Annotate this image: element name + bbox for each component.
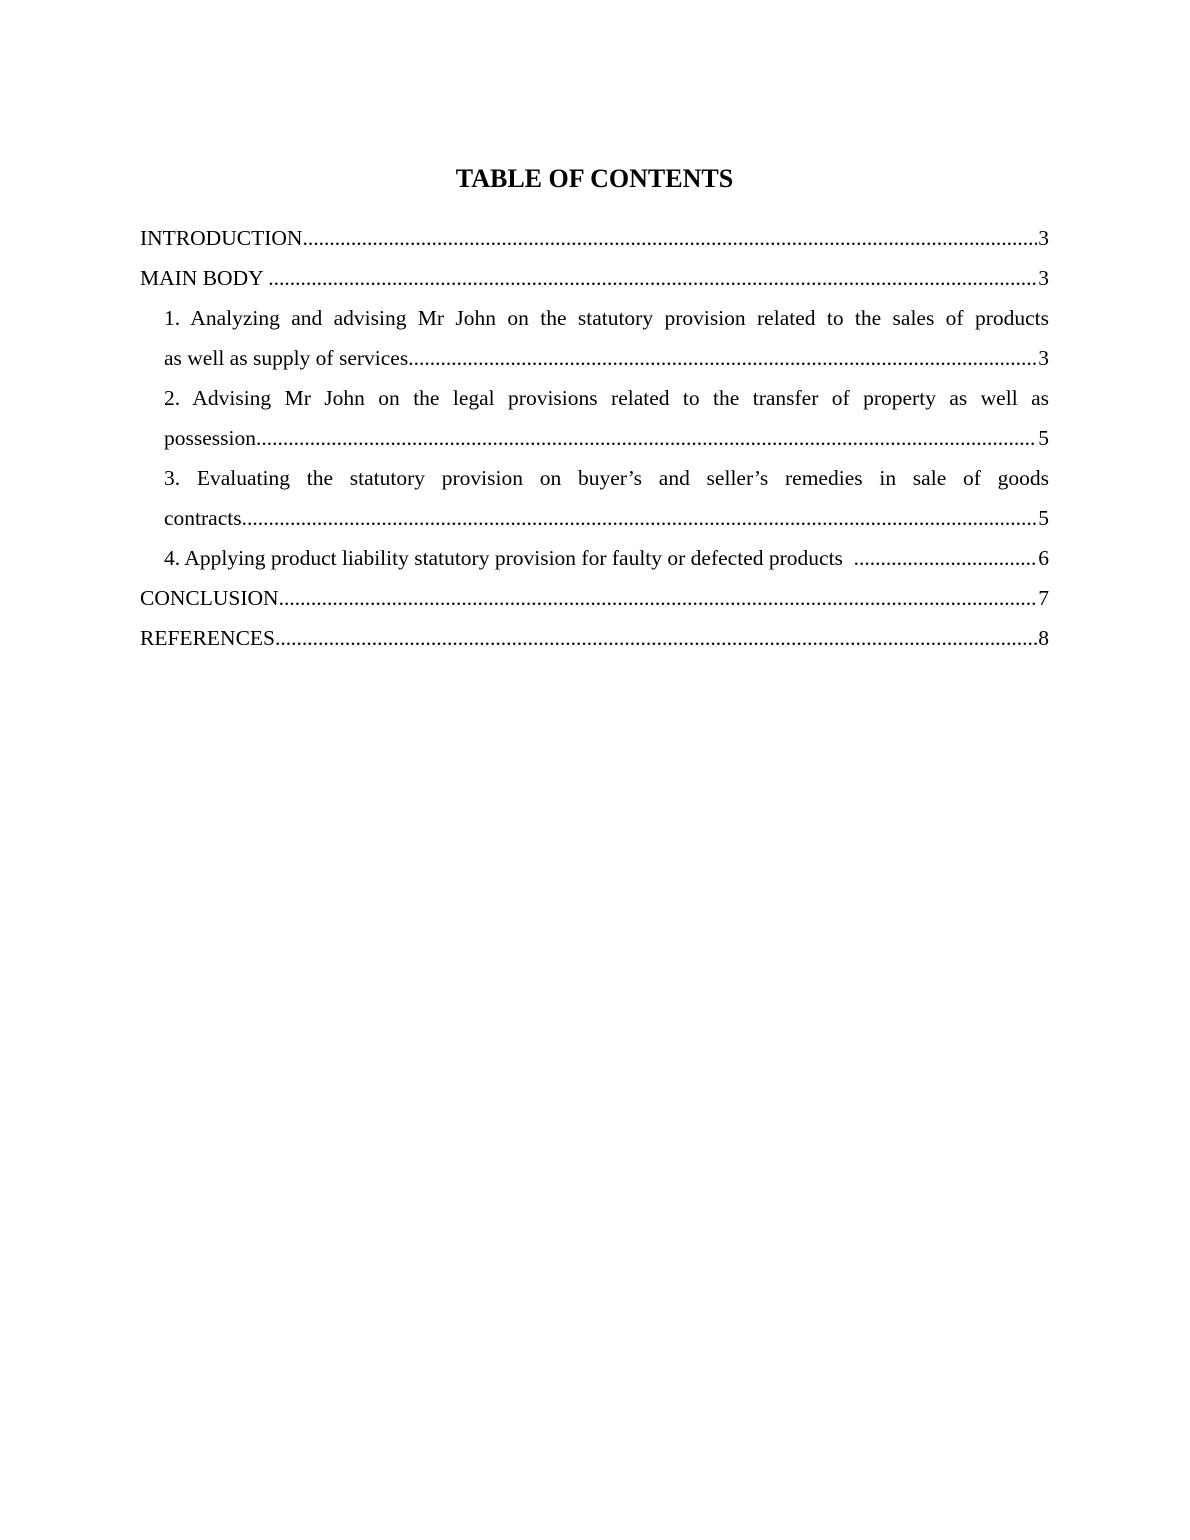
toc-entry-section-4[interactable] xyxy=(140,538,1049,578)
toc-entry-label: MAIN BODY ..... xyxy=(140,258,1049,298)
toc-page-number: 3 xyxy=(1037,258,1049,298)
toc-page-number: 3 xyxy=(1037,218,1049,258)
toc-entry-label-line2: possession ..... xyxy=(164,418,1049,458)
toc-entry-label: REFERENCES ..... xyxy=(140,618,1049,658)
toc-page-number: 5 xyxy=(1037,418,1049,458)
toc-entry-section-3[interactable] xyxy=(140,458,1049,538)
toc-page-number: 7 xyxy=(1037,578,1049,618)
toc-list xyxy=(140,218,1049,658)
toc-entry-section-2[interactable] xyxy=(140,378,1049,458)
toc-page-number: 5 xyxy=(1037,498,1049,538)
toc-entry-label: 4. Applying product liability statutory provision for faulty or defected products ..... xyxy=(164,538,1049,578)
toc-page-number: 6 xyxy=(1037,538,1049,578)
toc-entry-label-line2: contracts ..... xyxy=(164,498,1049,538)
toc-entry-references[interactable] xyxy=(140,618,1049,658)
toc-title: TABLE OF CONTENTS xyxy=(455,164,734,193)
toc-entry-label-line1: 3. Evaluating the statutory provision on buyer’s and seller’s remedies in sale of goods xyxy=(164,466,1049,490)
toc-entry-conclusion[interactable] xyxy=(140,578,1049,618)
toc-entry-label: INTRODUCTION ..... xyxy=(140,218,1049,258)
toc-entry-main-body[interactable] xyxy=(140,258,1049,298)
toc-entry-introduction[interactable] xyxy=(140,218,1049,258)
toc-entry-section-1[interactable] xyxy=(140,298,1049,378)
toc-entry-label-line1: 1. Analyzing and advising Mr John on the statutory provision related to the sales of products xyxy=(164,306,1049,330)
toc-entry-label-line2: as well as supply of services ..... xyxy=(164,338,1049,378)
toc-entry-label-line1: 2. Advising Mr John on the legal provisions related to the transfer of property as well as xyxy=(164,386,1049,410)
toc-entry-label: CONCLUSION ..... xyxy=(140,578,1049,618)
toc-page-number: 3 xyxy=(1037,338,1049,378)
toc-page-number: 8 xyxy=(1037,618,1049,658)
